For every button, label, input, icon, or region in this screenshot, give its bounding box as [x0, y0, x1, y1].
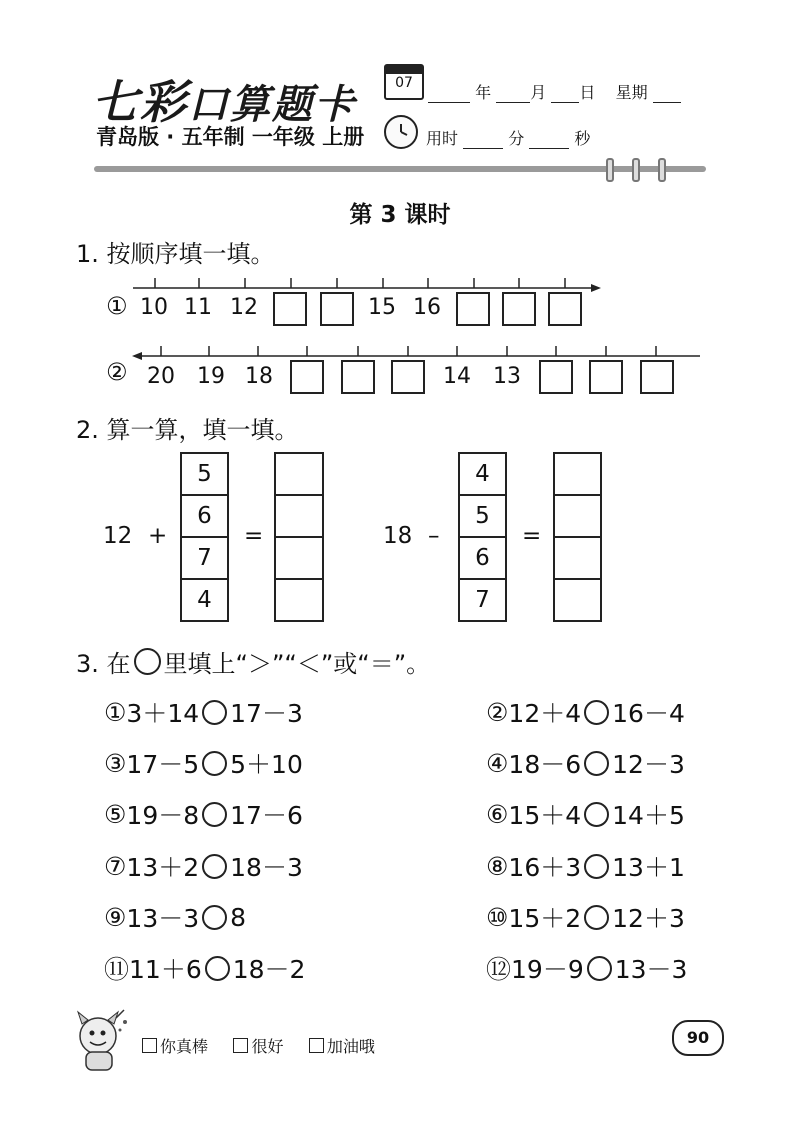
equals-sign: = — [244, 523, 264, 549]
time-used-label: 用时 — [426, 129, 459, 148]
line-1-marker: ① — [106, 292, 128, 320]
answer-box[interactable] — [341, 360, 375, 394]
addend-cell: 6 — [180, 494, 229, 538]
calendar-day: 07 — [395, 75, 413, 91]
page-number: 90 — [672, 1020, 724, 1056]
edition-subtitle: 青岛版 · 五年制 一年级 上册 — [96, 125, 365, 149]
compare-item: ⑧ 16＋3 13＋1 — [486, 851, 685, 882]
compare-circle[interactable] — [584, 905, 609, 930]
compare-item: ⑩ 15＋2 12＋3 — [486, 902, 685, 933]
circle-example-icon — [134, 648, 161, 675]
year-label: 年 — [475, 83, 492, 102]
equals-sign: = — [522, 523, 542, 549]
compare-circle[interactable] — [202, 751, 227, 776]
minus-sign: – — [428, 523, 440, 549]
subtrahend-cell: 6 — [458, 536, 507, 580]
compare-circle[interactable] — [584, 700, 609, 725]
line-2-number: 19 — [197, 364, 225, 389]
answer-box[interactable] — [456, 292, 490, 326]
rating-options — [142, 1034, 375, 1057]
compare-circle[interactable] — [202, 700, 227, 725]
line-1-number: 15 — [368, 295, 396, 320]
compare-circle[interactable] — [584, 802, 609, 827]
number-lines — [0, 0, 800, 420]
seconds-label: 秒 — [574, 129, 591, 148]
q2-left-start: 12 — [103, 523, 133, 549]
addend-cell: 5 — [180, 452, 229, 496]
compare-item: ② 12＋4 16－4 — [486, 697, 685, 728]
answer-box[interactable] — [589, 360, 623, 394]
compare-item: ⑥ 15＋4 14＋5 — [486, 799, 685, 830]
day-label: 日 — [579, 83, 596, 102]
line-1-number: 10 — [140, 295, 168, 320]
compare-item: ⑫ 19－9 13－3 — [486, 955, 688, 984]
result-cell[interactable] — [553, 494, 602, 538]
compare-circle[interactable] — [584, 854, 609, 879]
rating-label: 很好 — [251, 1037, 284, 1056]
result-cell[interactable] — [274, 494, 324, 538]
rating-checkbox[interactable] — [309, 1038, 324, 1053]
line-1-number: 12 — [230, 295, 258, 320]
line-1-number: 16 — [413, 295, 441, 320]
mascot-illustration — [72, 1008, 134, 1074]
rating-checkbox[interactable] — [142, 1038, 157, 1053]
addend-cell: 4 — [180, 578, 229, 622]
plus-sign: + — [148, 523, 168, 549]
compare-circle[interactable] — [587, 956, 612, 981]
result-cell[interactable] — [274, 578, 324, 622]
line-2-number: 18 — [245, 364, 273, 389]
compare-circle[interactable] — [584, 751, 609, 776]
result-cell[interactable] — [274, 452, 324, 496]
line-1-number: 11 — [184, 295, 212, 320]
line-2-number: 13 — [493, 364, 521, 389]
answer-box[interactable] — [391, 360, 425, 394]
result-cell[interactable] — [553, 578, 602, 622]
answer-box[interactable] — [502, 292, 536, 326]
lesson-title: 第 3 课时 — [349, 202, 451, 228]
q2-right-start: 18 — [383, 523, 413, 549]
compare-item: ⑪ 11＋6 18－2 — [104, 955, 306, 984]
compare-item: ⑨ 13－3 8 — [104, 902, 247, 933]
addend-cell: 7 — [180, 536, 229, 580]
compare-circle[interactable] — [205, 956, 230, 981]
compare-item: ③ 17－5 5＋10 — [104, 748, 303, 779]
line-2-number: 14 — [443, 364, 471, 389]
line-2-number: 20 — [147, 364, 175, 389]
minutes-label: 分 — [508, 129, 525, 148]
answer-box[interactable] — [290, 360, 324, 394]
subtrahend-cell: 7 — [458, 578, 507, 622]
compare-circle[interactable] — [202, 854, 227, 879]
weekday-label: 星期 — [615, 83, 648, 102]
compare-item: ① 3＋14 17－3 — [104, 697, 303, 728]
compare-item: ⑤ 19－8 17－6 — [104, 799, 303, 830]
question-2-title: 2. 算一算，填一填。 — [76, 416, 299, 444]
line-2-marker: ② — [106, 358, 128, 386]
subtrahend-cell: 5 — [458, 494, 507, 538]
result-cell[interactable] — [553, 452, 602, 496]
compare-circle[interactable] — [202, 802, 227, 827]
rating-label: 你真棒 — [160, 1037, 209, 1056]
result-cell[interactable] — [274, 536, 324, 580]
month-label: 月 — [530, 83, 547, 102]
answer-box[interactable] — [548, 292, 582, 326]
compare-item: ④ 18－6 12－3 — [486, 748, 685, 779]
question-3-title: 3. 在 里填上“＞”“＜”或“＝”。 — [76, 650, 431, 678]
subtrahend-cell: 4 — [458, 452, 507, 496]
brand-logo: 七彩口算题卡 — [92, 75, 356, 129]
answer-box[interactable] — [273, 292, 307, 326]
answer-box[interactable] — [539, 360, 573, 394]
answer-box[interactable] — [320, 292, 354, 326]
question-1-title: 1. 按顺序填一填。 — [76, 240, 275, 268]
compare-circle[interactable] — [202, 905, 227, 930]
rating-checkbox[interactable] — [233, 1038, 248, 1053]
result-cell[interactable] — [553, 536, 602, 580]
answer-box[interactable] — [640, 360, 674, 394]
rating-label: 加油哦 — [326, 1037, 375, 1056]
compare-item: ⑦ 13＋2 18－3 — [104, 851, 303, 882]
